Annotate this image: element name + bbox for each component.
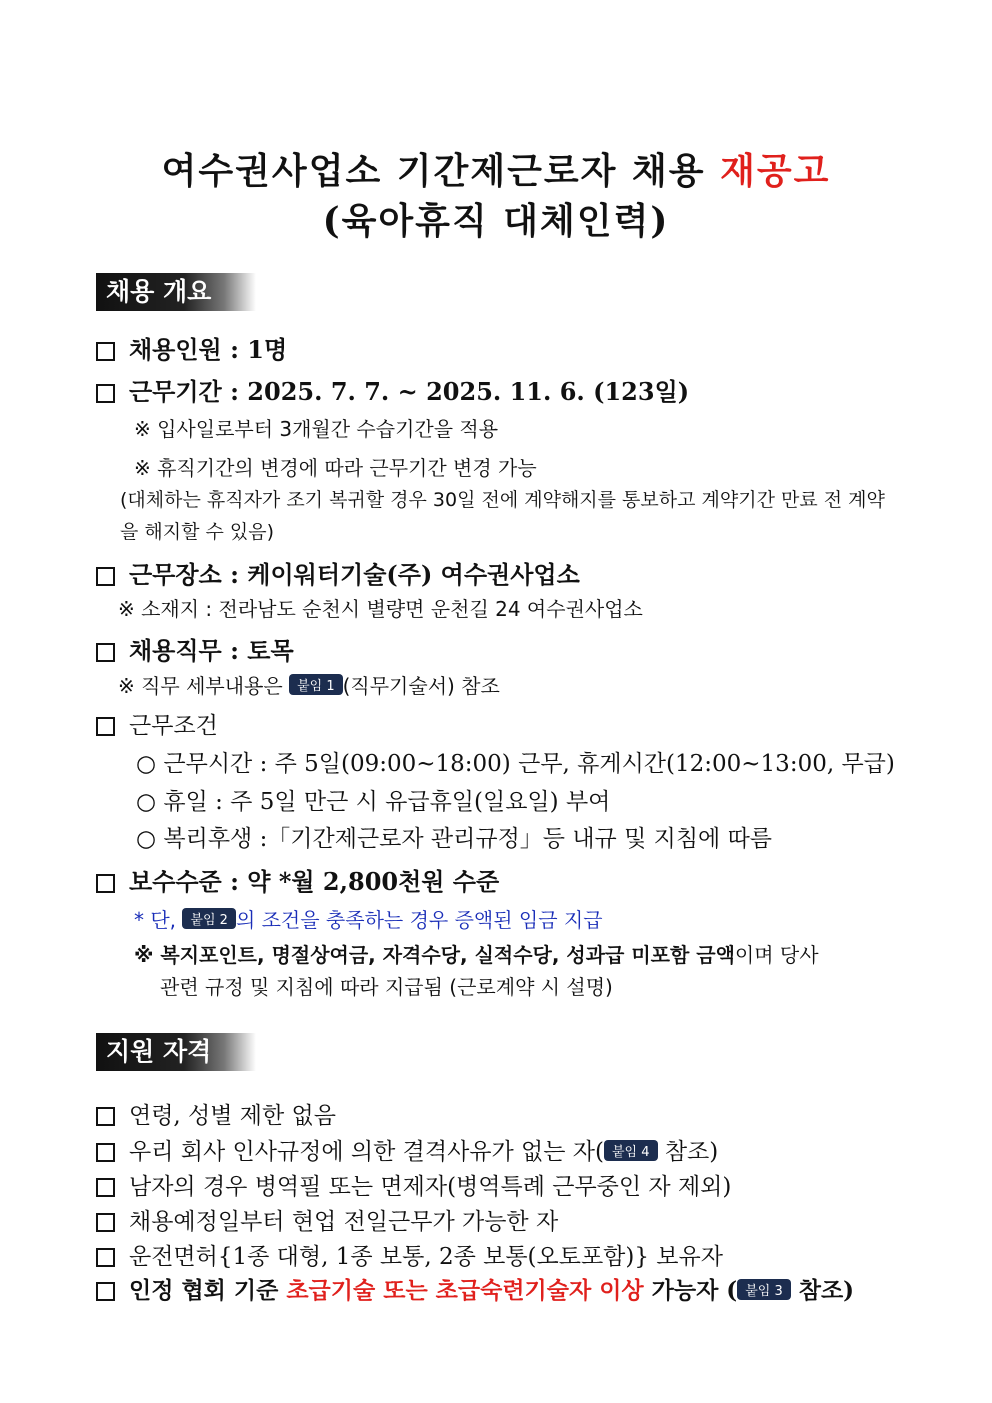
period-note-change: ※ 휴직기간의 변경에 따라 근무기간 변경 가능	[134, 456, 537, 480]
checkbox-icon	[96, 567, 115, 586]
period-note-probation: ※ 입사일로부터 3개월간 수습기간을 적용	[134, 417, 499, 441]
item-headcount: 채용인원 : 1명	[96, 330, 287, 365]
qualification-technician: 인정 협회 기준 초급기술 또는 초급숙련기술자 이상 가능자 ( 붙임 3 참조)	[96, 1272, 854, 1305]
qualification-disqualification: 우리 회사 인사규정에 의한 결격사유가 없는 자( 붙임 4 참조)	[96, 1133, 718, 1166]
condition-holidays: ○ 휴일 : 주 5일 만근 시 유급휴일(일요일) 부여	[136, 789, 611, 815]
checkbox-icon	[96, 717, 115, 736]
checkbox-icon	[96, 643, 115, 662]
location-note: ※ 소재지 : 전라남도 순천시 별량면 운천길 24 여수권사업소	[118, 597, 643, 621]
qualification-military: 남자의 경우 병역필 또는 면제자(병역특례 근무중인 자 제외)	[96, 1168, 731, 1201]
section-heading-overview: 채용 개요	[96, 273, 256, 311]
checkbox-icon	[96, 1143, 115, 1162]
checkbox-icon	[96, 1248, 115, 1267]
checkbox-icon	[96, 1213, 115, 1232]
document-subtitle: (육아휴직 대체인력)	[322, 200, 670, 242]
item-conditions: 근무조건	[96, 707, 218, 740]
period-note-early-return: (대체하는 휴직자가 조기 복귀할 경우 30일 전에 계약해지를 통보하고 계약기간 만료 전 계약을 해지할 수 있음)	[120, 489, 885, 543]
title-highlight: 재공고	[720, 150, 831, 192]
attachment-badge-3[interactable]: 붙임 3	[737, 1279, 791, 1300]
item-location: 근무장소 : 케이워터기술(주) 여수권사업소	[96, 555, 580, 590]
pay-note-excluded: ※ 복지포인트, 명절상여금, 자격수당, 실적수당, 성과급 미포함 금액이며 당사	[134, 943, 819, 967]
pay-note-regulation: 관련 규정 및 지침에 따라 지급됨 (근로계약 시 설명)	[160, 975, 613, 999]
checkbox-icon	[96, 1178, 115, 1197]
attachment-badge-1[interactable]: 붙임 1	[289, 674, 343, 695]
item-job: 채용직무 : 토목	[96, 631, 294, 666]
qualification-license: 운전면허{1종 대형, 1종 보통, 2종 보통(오토포함)} 보유자	[96, 1238, 723, 1271]
job-note: ※ 직무 세부내용은 붙임 1 (직무기술서) 참조	[118, 674, 500, 698]
checkbox-icon	[96, 1107, 115, 1126]
checkbox-icon	[96, 1282, 115, 1301]
attachment-badge-2[interactable]: 붙임 2	[182, 908, 236, 929]
qualification-fulltime: 채용예정일부터 현업 전일근무가 가능한 자	[96, 1203, 558, 1236]
condition-welfare: ○ 복리후생 :「기간제근로자 관리규정」등 내규 및 지침에 따름	[136, 826, 773, 852]
qualification-age-gender: 연령, 성별 제한 없음	[96, 1097, 336, 1130]
item-pay: 보수수준 : 약 *월 2,800천원 수준	[96, 862, 499, 897]
checkbox-icon	[96, 384, 115, 403]
condition-hours: ○ 근무시간 : 주 5일(09:00~18:00) 근무, 휴게시간(12:00~13:00, 무급)	[136, 751, 895, 777]
document-title: 여수권사업소 기간제근로자 채용 재공고	[161, 150, 831, 192]
section-heading-qualification: 지원 자격	[96, 1033, 256, 1071]
pay-note-increase: * 단, 붙임 2 의 조건을 충족하는 경우 증액된 임금 지급	[134, 908, 603, 932]
item-period: 근무기간 : 2025. 7. 7. ~ 2025. 11. 6. (123일)	[96, 372, 689, 407]
attachment-badge-4[interactable]: 붙임 4	[604, 1140, 658, 1161]
checkbox-icon	[96, 874, 115, 893]
checkbox-icon	[96, 342, 115, 361]
